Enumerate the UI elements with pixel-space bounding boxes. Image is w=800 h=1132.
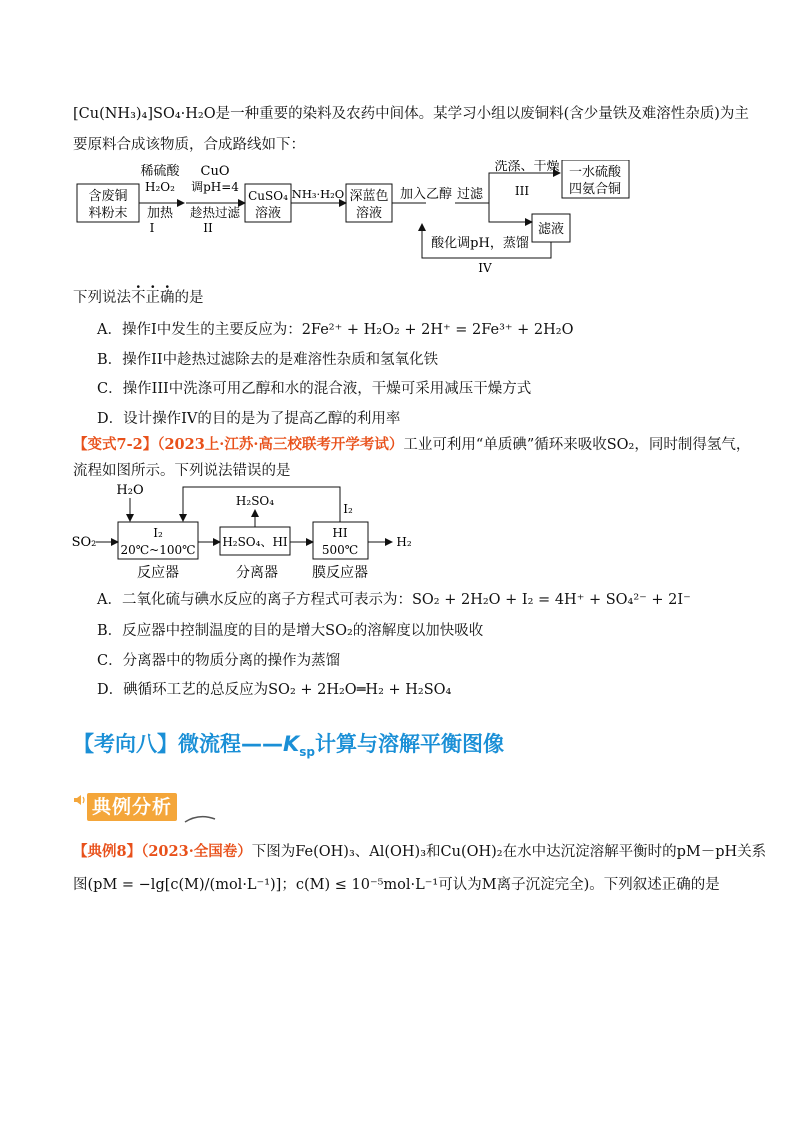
- step1-reagent-1: 稀硫酸: [140, 164, 180, 179]
- example-analysis-badge: [73, 785, 215, 825]
- box-cuso4: [245, 184, 291, 222]
- separator-text: H₂SO₄、HI: [222, 535, 288, 549]
- q2-stem-line-1: [73, 435, 750, 455]
- acidify-label: 酸化调pH，蒸馏: [431, 236, 529, 251]
- section-title-pre: 【考向八】微流程——: [73, 732, 283, 756]
- box-deep-blue-text-1: 深蓝色: [349, 189, 389, 204]
- q1-option-d[interactable]: D．设计操作IV的目的是为了提高乙醇的利用率: [97, 411, 401, 427]
- q1-option-c[interactable]: C．操作III中洗涤可用乙醇和水的混合液，干燥可采用减压干燥方式: [97, 381, 532, 397]
- section-title-sp: sp: [299, 745, 316, 760]
- box-raw-material-text-2: 料粉末: [88, 206, 128, 221]
- speaker-icon: [73, 793, 87, 807]
- q2-source: （2023上·江苏·高三校联考开学考试）: [157, 436, 404, 453]
- badge-label: 典例分析: [87, 793, 177, 821]
- nh3-reagent: NH₃·H₂O: [291, 187, 345, 201]
- reactor-text-2: 20℃~100℃: [120, 543, 196, 557]
- swoosh-decoration: [183, 813, 217, 825]
- q1-option-b[interactable]: B．操作II中趁热过滤除去的是难溶性杂质和氢氧化铁: [97, 352, 439, 368]
- step4-numeral: IV: [478, 261, 492, 275]
- box-raw-material-text-1: 含废铜: [88, 189, 128, 204]
- ex8-line-1: [73, 842, 766, 862]
- iodine-cycle-diagram: [70, 480, 430, 580]
- q1-stem-post: 的是: [174, 290, 204, 306]
- q1-stem-emphasis-1: 不: [131, 290, 146, 306]
- label-reactor: 反应器: [137, 565, 179, 580]
- h2o-input: H₂O: [116, 483, 144, 498]
- add-ethanol: 加入乙醇: [399, 187, 453, 202]
- box-product-text-1: 一水硫酸: [568, 165, 622, 180]
- synthesis-flow-diagram: [70, 160, 650, 280]
- membrane-text-1: HI: [332, 526, 348, 540]
- section-heading: [73, 728, 504, 759]
- intro-line-1: [Cu(NH₃)₄]SO₄·H₂O是一种重要的染料及农药中间体。某学习小组以废铜料(含少量铁及难溶性杂质)为主: [73, 106, 749, 122]
- step1-numeral: I: [149, 221, 155, 235]
- box-raw-material: [77, 184, 139, 222]
- box-filtrate: [532, 214, 570, 242]
- label-membrane-reactor: 膜反应器: [312, 565, 368, 580]
- q2-stem-a: 工业可利用“单质碘”循环来吸收SO₂，同时制得氢气，: [403, 437, 751, 453]
- q1-stem-pre: 下列说法: [73, 290, 131, 306]
- box-deep-blue-text-2: 溶液: [355, 206, 383, 221]
- reactor-text-1: I₂: [153, 526, 163, 540]
- step2-condition: 趁热过滤: [189, 205, 241, 220]
- i2-recycle-label: I₂: [343, 502, 353, 516]
- so2-input: SO₂: [71, 535, 97, 550]
- q2-tag: 【变式7-2】: [73, 436, 158, 453]
- step2-reagent-1: CuO: [200, 164, 230, 179]
- box-product-text-2: 四氨合铜: [568, 182, 622, 197]
- intro-line-2: 要原料合成该物质，合成路线如下：: [73, 137, 305, 153]
- step1-reagent-2: H₂O₂: [145, 180, 175, 194]
- ex8-line-2: 图(pM = −lg[c(M)/(mol·L⁻¹)]；c(M) ≤ 10⁻⁵mol·L⁻¹可认为M离子沉淀完全)。下列叙述正确的是: [73, 877, 720, 893]
- ex8-source: （2023·全国卷）: [141, 843, 252, 860]
- box-deep-blue: [346, 184, 392, 222]
- ex8-tag: 【典例8】: [73, 843, 142, 860]
- box-cuso4-text-2: 溶液: [254, 206, 282, 221]
- q1-stem-emphasis-2: 正: [145, 290, 160, 306]
- ex8-stem-1: 下图为Fe(OH)₃、Al(OH)₃和Cu(OH)₂在水中达沉淀溶解平衡时的pM－pH关系: [251, 844, 767, 860]
- h2so4-output: H₂SO₄: [235, 494, 275, 508]
- box-product: [562, 160, 629, 198]
- membrane-text-2: 500℃: [321, 543, 359, 557]
- step1-condition: 加热: [146, 206, 174, 221]
- section-title-post: 计算与溶解平衡图像: [315, 732, 505, 756]
- q2-stem-line-2: 流程如图所示。下列说法错误的是: [73, 463, 291, 479]
- separator-box: [220, 527, 290, 555]
- q2-option-c[interactable]: C．分离器中的物质分离的操作为蒸馏: [97, 653, 341, 669]
- section-title-k: K: [283, 732, 300, 756]
- step3-numeral: III: [514, 184, 530, 198]
- q1-stem-emphasis-3: 确: [160, 290, 175, 306]
- filter-label: 过滤: [456, 187, 484, 202]
- label-separator: 分离器: [236, 565, 278, 580]
- step2-reagent-2: 调pH=4: [191, 180, 239, 194]
- wash-dry-label: 洗涤、干燥: [494, 160, 560, 174]
- q2-option-b[interactable]: B．反应器中控制温度的目的是增大SO₂的溶解度以加快吸收: [97, 623, 484, 639]
- q2-option-d[interactable]: D．碘循环工艺的总反应为SO₂ + 2H₂O═H₂ + H₂SO₄: [97, 682, 452, 698]
- box-filtrate-text: 滤液: [537, 222, 565, 237]
- membrane-reactor-box: [313, 522, 368, 559]
- arrow-to-filtrate: [489, 203, 532, 222]
- q1-option-a[interactable]: A．操作I中发生的主要反应为：2Fe²⁺ + H₂O₂ + 2H⁺ = 2Fe³⁺ + 2H₂O: [97, 322, 574, 338]
- box-cuso4-text-1: CuSO₄: [248, 189, 288, 203]
- q1-stem: [73, 288, 204, 308]
- q2-option-a[interactable]: A．二氧化硫与碘水反应的离子方程式可表示为：SO₂ + 2H₂O + I₂ = 4H⁺ + SO₄²⁻ + 2I⁻: [97, 592, 691, 608]
- h2-output: H₂: [396, 535, 412, 549]
- step2-numeral: II: [203, 221, 213, 235]
- reactor-box: [118, 522, 198, 559]
